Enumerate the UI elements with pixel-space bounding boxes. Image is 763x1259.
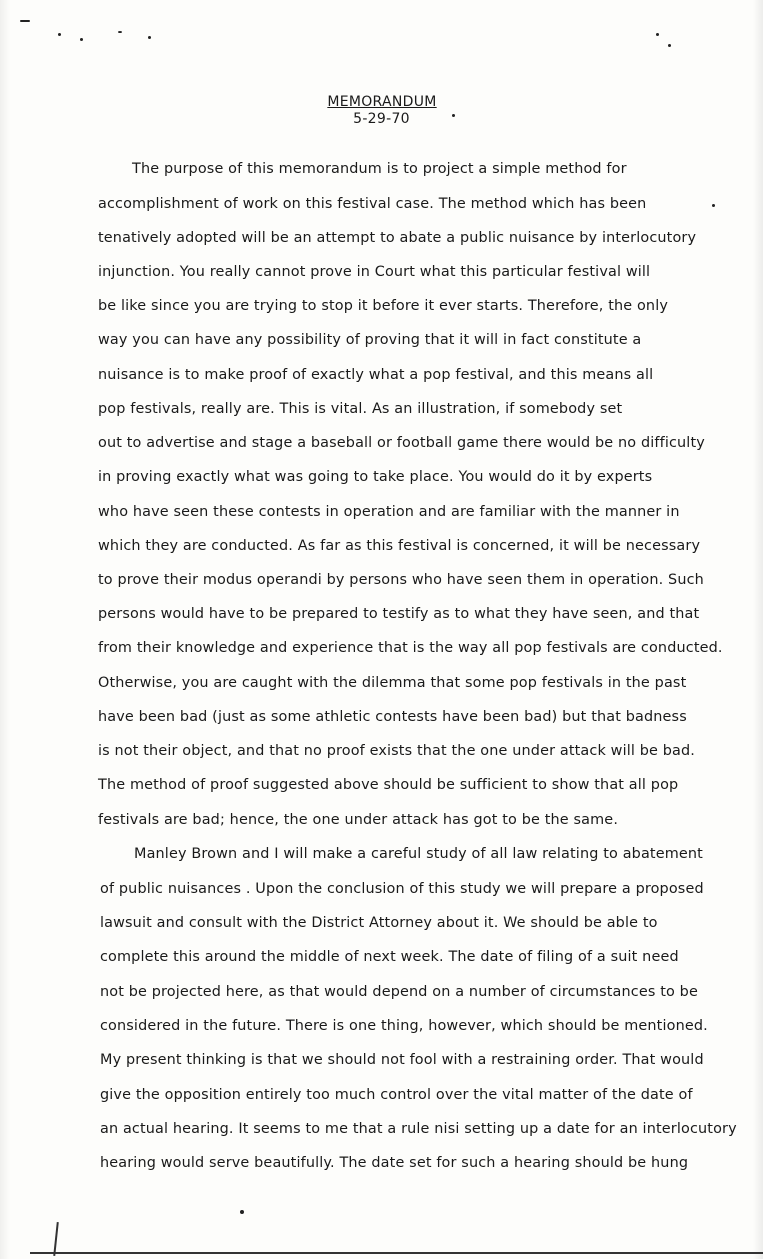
body-line: not be projected here, as that would depend on a number of circumstances to be <box>100 984 698 1000</box>
body-line: be like since you are trying to stop it before it ever starts. Therefore, the only <box>98 298 669 314</box>
body-line: pop festivals, really are. This is vital. As an illustration, if somebody set <box>98 401 623 417</box>
body-line: who have seen these contests in operation and are familiar with the manner in <box>98 504 680 520</box>
body-line: is not their object, and that no proof exists that the one under attack will be bad. <box>98 743 696 759</box>
body-line: an actual hearing. It seems to me that a rule nisi setting up a date for an interlocutory <box>100 1121 737 1137</box>
scan-speck <box>80 38 83 41</box>
body-line: from their knowledge and experience that is the way all pop festivals are conducted. <box>98 640 723 656</box>
body-line: out to advertise and stage a baseball or football game there would be no difficulty <box>98 435 705 451</box>
memo-date: 5-29-70 <box>353 111 410 127</box>
body-line: accomplishment of work on this festival case. The method which has been <box>98 196 647 212</box>
scan-speck <box>148 36 151 39</box>
body-line: festivals are bad; hence, the one under attack has got to be the same. <box>98 812 619 828</box>
scan-mark <box>53 1222 59 1256</box>
body-line: give the opposition entirely too much control over the vital matter of the date of <box>100 1087 693 1103</box>
body-line: injunction. You really cannot prove in Court what this particular festival will <box>98 264 651 280</box>
scan-speck <box>240 1210 244 1214</box>
scan-speck <box>656 33 659 36</box>
body-line: which they are conducted. As far as this festival is concerned, it will be necessary <box>98 538 701 554</box>
scan-speck <box>118 31 122 33</box>
body-line: The method of proof suggested above should be sufficient to show that all pop <box>98 777 679 793</box>
body-line: Otherwise, you are caught with the dilemma that some pop festivals in the past <box>98 675 687 691</box>
scan-bottom-line <box>30 1252 763 1254</box>
body-line: My present thinking is that we should not fool with a restraining order. That would <box>100 1052 704 1068</box>
body-line: complete this around the middle of next week. The date of filing of a suit need <box>100 949 679 965</box>
memo-header <box>0 91 763 127</box>
body-line: in proving exactly what was going to take place. You would do it by experts <box>98 469 653 485</box>
body-line: nuisance is to make proof of exactly what a pop festival, and this means all <box>98 367 654 383</box>
scan-speck <box>712 204 715 207</box>
scan-speck <box>20 20 30 22</box>
scan-speck <box>58 33 61 36</box>
body-line: tenatively adopted will be an attempt to abate a public nuisance by interlocutory <box>98 230 697 246</box>
scan-edge-left <box>0 0 10 1259</box>
scan-edge-right <box>753 0 763 1259</box>
body-line: of public nuisances . Upon the conclusion of this study we will prepare a proposed <box>100 881 704 897</box>
scan-speck <box>668 44 671 47</box>
body-line: way you can have any possibility of proving that it will in fact constitute a <box>98 332 642 348</box>
body-line: Manley Brown and I will make a careful study of all law relating to abatement <box>134 846 703 862</box>
body-line: The purpose of this memorandum is to project a simple method for <box>132 161 627 177</box>
body-line: have been bad (just as some athletic contests have been bad) but that badness <box>98 709 687 725</box>
memo-title: MEMORANDUM <box>327 94 437 110</box>
body-line: lawsuit and consult with the District Attorney about it. We should be able to <box>100 915 658 931</box>
body-line: considered in the future. There is one thing, however, which should be mentioned. <box>100 1018 708 1034</box>
body-line: to prove their modus operandi by persons who have seen them in operation. Such <box>98 572 704 588</box>
body-line: persons would have to be prepared to testify as to what they have seen, and that <box>98 606 700 622</box>
body-line: hearing would serve beautifully. The date set for such a hearing should be hung <box>100 1155 689 1171</box>
